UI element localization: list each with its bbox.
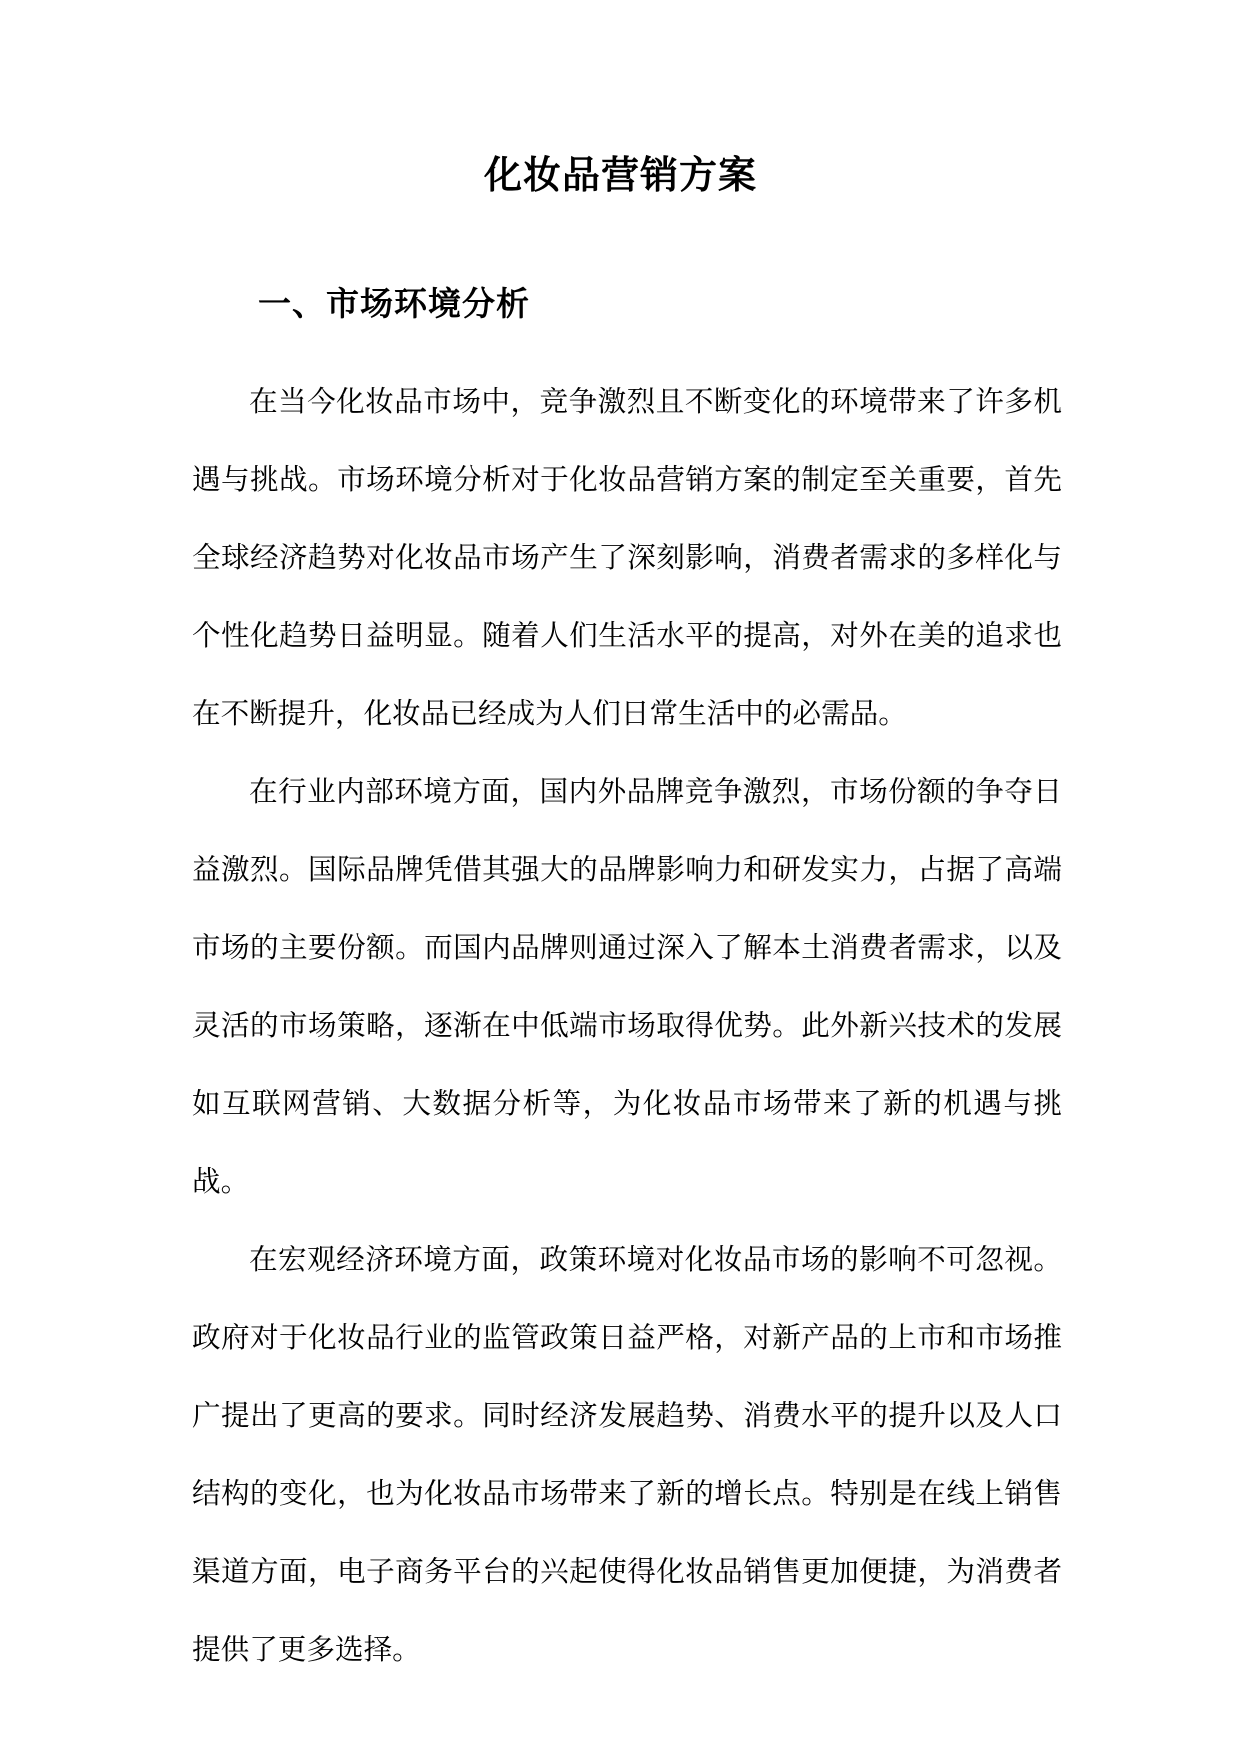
document-title: 化妆品营销方案: [483, 152, 757, 197]
paragraph-2: 在行业内部环境方面，国内外品牌竞争激烈，市场份额的争夺日益激烈。国际品牌凭借其强大的品牌影响力和研发实力，占据了高端市场的主要份额。而国内品牌则通过深入了解本土消费者需求，以及灵活的市场策略，逐渐在中低端市场取得优势。此外新兴技术的发展如互联网营销、大数据分析等，为化妆品市场带来了新的机遇与挑战。: [192, 774, 1062, 1198]
paragraph-3: 在宏观经济环境方面，政策环境对化妆品市场的影响不可忽视。政府对于化妆品行业的监管政策日益严格，对新产品的上市和市场推广提出了更高的要求。同时经济发展趋势、消费水平的提升以及人口结构的变化，也为化妆品市场带来了新的增长点。特别是在线上销售渠道方面，电子商务平台的兴起使得化妆品销售更加便捷，为消费者提供了更多选择。: [192, 1242, 1062, 1666]
paragraph-1: 在当今化妆品市场中，竞争激烈且不断变化的环境带来了许多机遇与挑战。市场环境分析对于化妆品营销方案的制定至关重要，首先全球经济趋势对化妆品市场产生了深刻影响，消费者需求的多样化与个性化趋势日益明显。随着人们生活水平的提高，对外在美的追求也在不断提升，化妆品已经成为人们日常生活中的必需品。: [192, 384, 1062, 730]
section-heading-market-analysis: 一、市场环境分析: [258, 284, 530, 323]
section-body: [192, 362, 1062, 1688]
